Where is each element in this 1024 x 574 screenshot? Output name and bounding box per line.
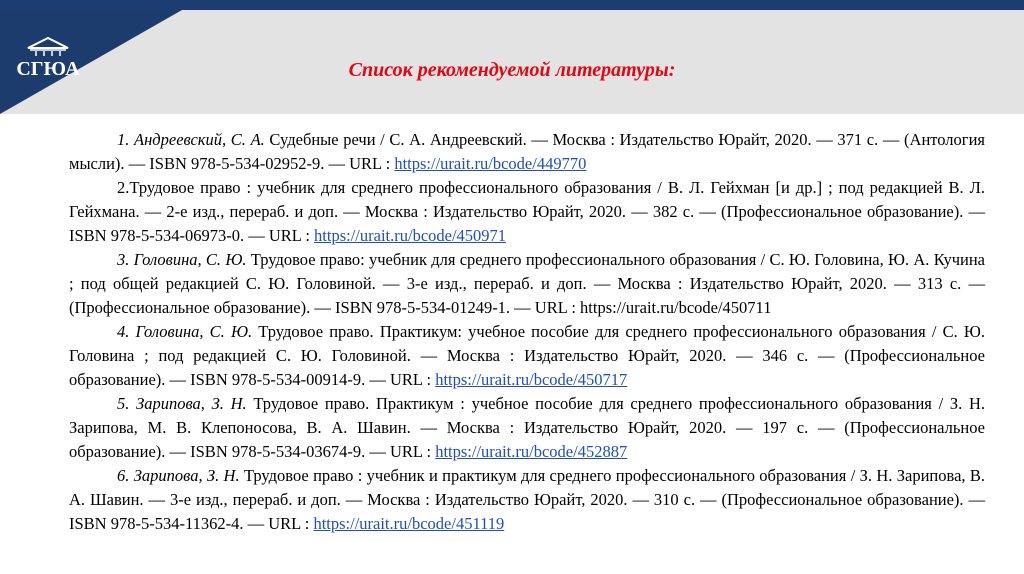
reference-text: Трудовое право. Практикум : учебное пособие для среднего профессионального образования / З. Н. Зарипова, М. В. Клепоносова, В. А. Шавин. — Москва : Издательство Юрайт, 2020. — 197 с. — (Профессиональное образование). — ISBN 978-5-534-03674-9. — URL :	[69, 394, 985, 461]
reference-item	[69, 464, 985, 536]
reference-url-link[interactable]: https://urait.ru/bcode/451119	[313, 514, 505, 533]
reference-item	[69, 320, 985, 392]
reference-list	[69, 128, 985, 536]
reference-item	[69, 176, 985, 248]
reference-url-link[interactable]: https://urait.ru/bcode/452887	[435, 442, 628, 461]
reference-author: 1. Андреевский, С. А.	[117, 130, 265, 149]
logo-text: СГЮА	[16, 58, 80, 80]
reference-text: Трудовое право. Практикум: учебное пособие для среднего профессионального образования / С. Ю. Головина ; под редакцией С. Ю. Головиной. — Москва : Издательство Юрайт, 2020. — 346 с. — (Профессиональное образование). — ISBN 978-5-534-00914-9. — URL :	[69, 322, 985, 389]
reference-item	[69, 128, 985, 176]
reference-url-link[interactable]: https://urait.ru/bcode/450717	[435, 370, 628, 389]
reference-url-link[interactable]: https://urait.ru/bcode/450971	[314, 226, 507, 245]
reference-text: Трудовое право : учебник и практикум для среднего профессионального образования / З. Н. Зарипова, В. А. Шавин. — 3-е изд., перераб. и доп. — Москва : Издательство Юрайт, 2020. — 310 с. — (Профессиональное образование). — ISBN 978-5-534-11362-4. — URL :	[69, 466, 985, 533]
top-stripe	[0, 0, 1024, 10]
reference-author: 3. Головина, С. Ю.	[117, 250, 247, 269]
reference-author: 6. Зарипова, З. Н.	[117, 466, 240, 485]
reference-item	[69, 248, 985, 320]
reference-text: 2.Трудовое право : учебник для среднего профессионального образования / В. Л. Гейхман [и др.] ; под редакцией В. Л. Гейхмана. — 2-е изд., перераб. и доп. — Москва : Издательство Юрайт, 2020. — 382 с. — (Профессиональное образование). — ISBN 978-5-534-06973-0. — URL :	[69, 178, 985, 245]
reference-item	[69, 392, 985, 464]
reference-text: Трудовое право: учебник для среднего профессионального образования / С. Ю. Головина, Ю. А. Кучина ; под общей редакцией С. Ю. Головиной. — 3-е изд., перераб. и доп. — Москва : Издательство Юрайт, 2020. — 313 с. — (Профессиональное образование). — ISBN 978-5-534-01249-1. — URL :	[69, 250, 985, 317]
reference-author: 4. Головина, С. Ю.	[117, 322, 253, 341]
reference-url-link[interactable]: https://urait.ru/bcode/449770	[394, 154, 587, 173]
reference-url-text: https://urait.ru/bcode/450711	[580, 298, 772, 317]
reference-text: Судебные речи / С. А. Андреевский. — Москва : Издательство Юрайт, 2020. — 371 с. — (Антология мысли). — ISBN 978-5-534-02952-9. — URL :	[69, 130, 985, 173]
page-title: Список рекомендуемой литературы:	[348, 59, 676, 81]
reference-author: 5. Зарипова, З. Н.	[117, 394, 247, 413]
